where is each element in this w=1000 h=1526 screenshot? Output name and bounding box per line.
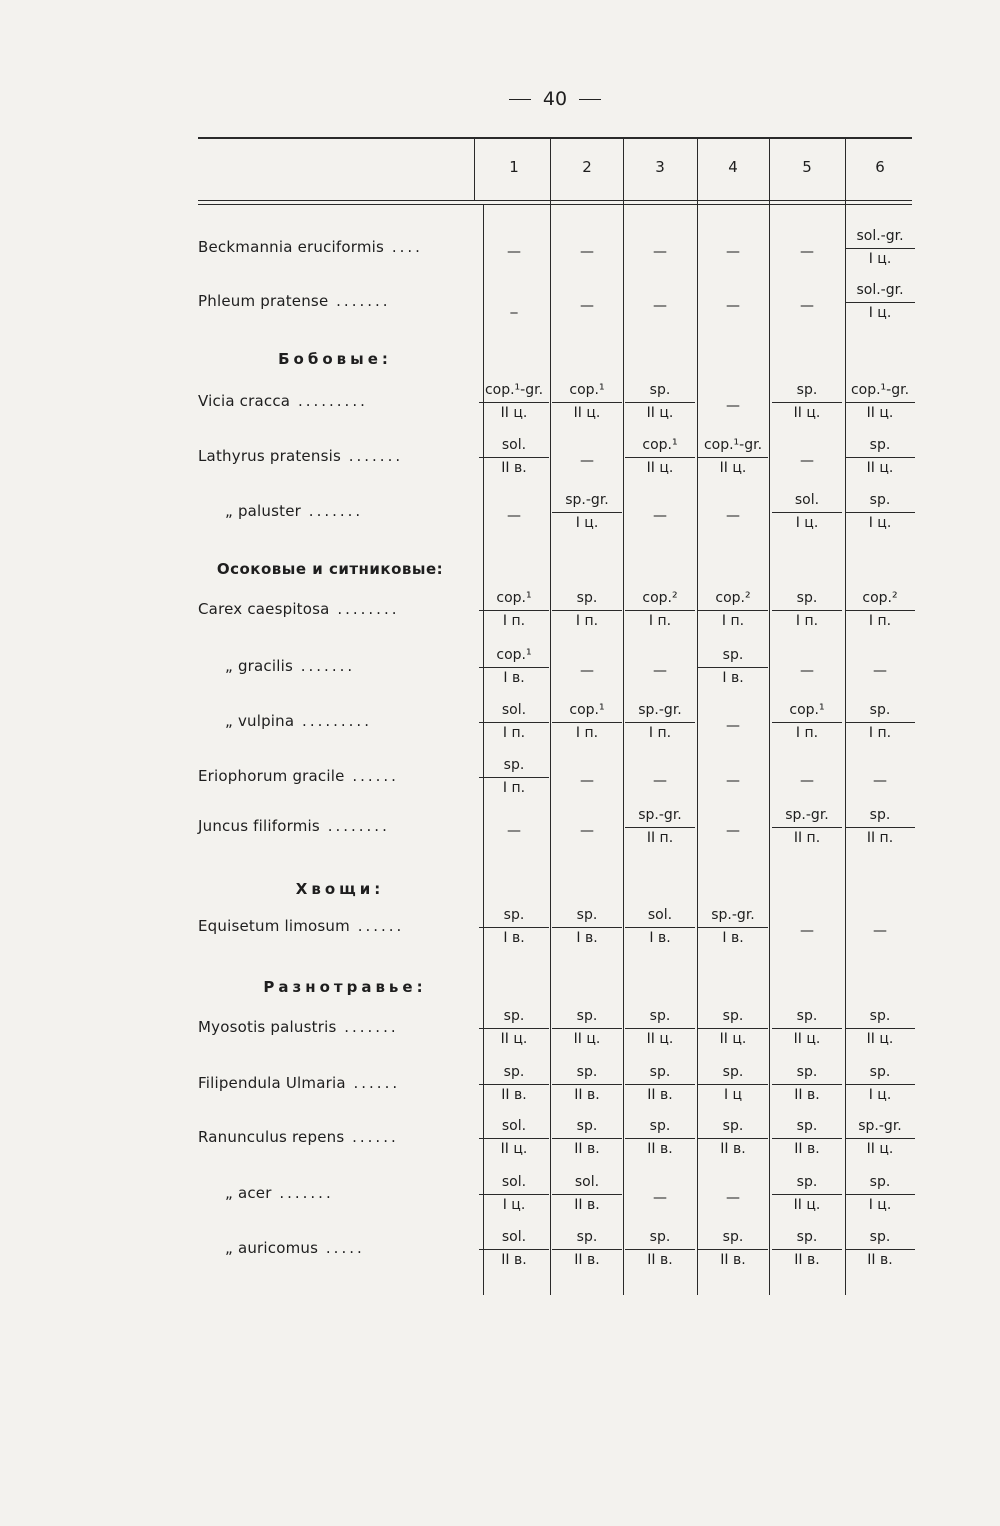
cell-abundance: sp. (722, 1229, 744, 1245)
cell-abundance: cop.² (862, 590, 898, 606)
cell-abundance: sp. (722, 1064, 744, 1080)
cell-divider (479, 1138, 549, 1139)
cell-divider (625, 722, 695, 723)
cell-divider (552, 722, 622, 723)
cell-value: — (653, 773, 667, 789)
cell-value: — (580, 298, 594, 314)
cell-phenophase: I п. (795, 725, 819, 741)
cell-divider (552, 1138, 622, 1139)
leader-dots: ....... (336, 1018, 399, 1036)
cell-phenophase: II в. (647, 1087, 673, 1103)
species-name: „ gracilis (225, 657, 293, 675)
cell-divider (845, 402, 915, 403)
cell-abundance: cop.¹ (496, 647, 532, 663)
leader-dots: ....... (340, 447, 404, 465)
cell-value: — (653, 244, 667, 260)
species-name: Eriophorum gracile (198, 767, 345, 785)
cell-abundance: cop.¹-gr. (850, 382, 910, 398)
cell-abundance: sp. (796, 1174, 818, 1190)
cell-abundance: sp. (869, 1174, 891, 1190)
cell-phenophase: I п. (868, 725, 892, 741)
cell-abundance: sp. (796, 1064, 818, 1080)
cell-abundance: sol. (501, 1118, 527, 1134)
cell-divider (625, 1138, 695, 1139)
cell-divider (698, 927, 768, 928)
leader-dots: ...... (344, 767, 399, 785)
cell-phenophase: I ц. (868, 305, 892, 321)
leader-dots: ....... (301, 502, 364, 520)
leader-dots: ........ (329, 600, 400, 618)
cell-value: — (507, 823, 521, 839)
page-number: 40 (0, 88, 1000, 110)
cell-phenophase: II ц. (646, 1031, 674, 1047)
cell-divider (479, 1028, 549, 1029)
species-label (198, 600, 399, 618)
cell-abundance: sp. (796, 1229, 818, 1245)
cell-phenophase: II в. (574, 1141, 600, 1157)
cell-phenophase: II ц. (866, 460, 894, 476)
cell-abundance: sp. (722, 1118, 744, 1134)
cell-divider (625, 1249, 695, 1250)
cell-phenophase: II п. (646, 830, 674, 846)
cell-phenophase: II в. (574, 1087, 600, 1103)
cell-phenophase: I в. (722, 670, 744, 686)
cell-phenophase: I ц. (502, 1197, 526, 1213)
cell-phenophase: I ц. (868, 1197, 892, 1213)
cell-phenophase: I п. (868, 613, 892, 629)
cell-value: — (507, 508, 521, 524)
cell-divider (479, 927, 549, 928)
cell-abundance: sp. (649, 382, 671, 398)
cell-abundance: sp. (796, 1118, 818, 1134)
cell-divider (772, 1028, 842, 1029)
cell-abundance: sp. (869, 702, 891, 718)
cell-divider (845, 610, 915, 611)
cell-divider (772, 722, 842, 723)
cell-divider (479, 722, 549, 723)
cell-abundance: cop.² (642, 590, 678, 606)
cell-abundance: cop.¹ (569, 702, 605, 718)
cell-divider (479, 457, 549, 458)
leader-dots: ....... (271, 1184, 334, 1202)
cell-abundance: sp. (796, 382, 818, 398)
cell-abundance: sp. (649, 1008, 671, 1024)
cell-divider (479, 1249, 549, 1250)
cell-phenophase: II ц. (866, 405, 894, 421)
cell-divider (552, 512, 622, 513)
section-heading: Разнотравье: (263, 978, 427, 996)
cell-phenophase: II в. (574, 1197, 600, 1213)
cell-abundance: sp. (576, 1008, 598, 1024)
cell-value: — (653, 508, 667, 524)
species-name: Beckmannia eruciformis (198, 238, 385, 256)
cell-divider (552, 1028, 622, 1029)
cell-divider (772, 827, 842, 828)
cell-value: — (800, 244, 814, 260)
leader-dots: ........ (319, 817, 390, 835)
cell-value: — (653, 298, 667, 314)
cell-divider (845, 827, 915, 828)
cell-value: — (726, 398, 740, 414)
cell-abundance: sol. (647, 907, 673, 923)
column-header-5: 5 (802, 158, 812, 176)
cell-phenophase: I п. (648, 725, 672, 741)
cell-phenophase: II в. (647, 1252, 673, 1268)
cell-divider (772, 402, 842, 403)
cell-divider (625, 457, 695, 458)
cell-divider (845, 457, 915, 458)
cell-divider (479, 667, 549, 668)
cell-abundance: sp.-gr. (785, 807, 829, 823)
cell-value: — (800, 923, 814, 939)
cell-value: — (726, 1190, 740, 1206)
cell-divider (845, 1194, 915, 1195)
species-label (198, 1018, 399, 1036)
species-label (198, 447, 403, 465)
cell-divider (698, 1028, 768, 1029)
cell-abundance: sp.-gr. (858, 1118, 902, 1134)
cell-divider (698, 457, 768, 458)
dash-left (509, 99, 531, 100)
leader-dots: ...... (344, 1128, 399, 1146)
species-name: Ranunculus repens (198, 1128, 345, 1146)
cell-value: — (800, 453, 814, 469)
column-header-3: 3 (655, 158, 665, 176)
cell-divider (552, 1084, 622, 1085)
column-divider-4-5 (769, 139, 770, 1295)
cell-divider (845, 248, 915, 249)
species-label (225, 657, 355, 675)
cell-phenophase: I п. (502, 725, 526, 741)
cell-phenophase: I в. (503, 670, 525, 686)
cell-abundance: sol. (574, 1174, 600, 1190)
species-name: „ auricomus (225, 1239, 319, 1257)
species-name: Lathyrus pratensis (198, 447, 341, 465)
cell-divider (772, 1249, 842, 1250)
cell-abundance: sp. (649, 1229, 671, 1245)
leader-dots: ....... (292, 657, 356, 675)
cell-abundance: sp. (869, 1008, 891, 1024)
species-name: Equisetum limosum (198, 917, 350, 935)
cell-abundance: sp.-gr. (638, 807, 682, 823)
cell-divider (479, 402, 549, 403)
cell-phenophase: I в. (576, 930, 598, 946)
cell-value: — (580, 663, 594, 679)
leader-dots: ....... (328, 292, 391, 310)
cell-phenophase: II ц. (866, 1031, 894, 1047)
cell-abundance: sp. (722, 647, 744, 663)
cell-phenophase: II в. (501, 1087, 527, 1103)
cell-divider (845, 512, 915, 513)
cell-phenophase: II ц. (500, 1031, 528, 1047)
cell-value: — (580, 773, 594, 789)
species-name: Juncus filiformis (198, 817, 320, 835)
cell-abundance: sp. (796, 1008, 818, 1024)
cell-value: — (873, 923, 887, 939)
species-label (225, 1184, 334, 1202)
column-header-4: 4 (728, 158, 738, 176)
cell-value: — (580, 453, 594, 469)
species-name: „ vulpina (225, 712, 295, 730)
cell-value: — (800, 298, 814, 314)
cell-value: — (580, 244, 594, 260)
cell-divider (698, 667, 768, 668)
cell-value: — (726, 718, 740, 734)
cell-divider (625, 1084, 695, 1085)
cell-value: — (726, 244, 740, 260)
cell-phenophase: II в. (501, 460, 527, 476)
species-label (225, 1239, 365, 1257)
cell-value: — (653, 663, 667, 679)
cell-phenophase: I п. (575, 613, 599, 629)
cell-divider (845, 302, 915, 303)
cell-abundance: sp.-gr. (711, 907, 755, 923)
leader-dots: ...... (345, 1074, 401, 1092)
species-name: „ acer (225, 1184, 272, 1202)
cell-phenophase: I в. (503, 930, 525, 946)
cell-phenophase: I в. (649, 930, 671, 946)
cell-abundance: sp. (796, 590, 818, 606)
cell-abundance: sp. (503, 1064, 525, 1080)
cell-phenophase: II в. (647, 1141, 673, 1157)
species-name: Vicia cracca (198, 392, 291, 410)
cell-phenophase: II в. (794, 1087, 820, 1103)
cell-abundance: sp. (869, 437, 891, 453)
cell-value: — (873, 773, 887, 789)
cell-abundance: sp. (869, 492, 891, 508)
species-label (225, 502, 363, 520)
cell-abundance: sol.-gr. (856, 282, 904, 298)
cell-divider (772, 1084, 842, 1085)
species-label (198, 817, 390, 835)
cell-phenophase: II в. (501, 1252, 527, 1268)
cell-divider (772, 512, 842, 513)
cell-phenophase: I п. (502, 613, 526, 629)
cell-abundance: sp. (869, 807, 891, 823)
cell-phenophase: I ц. (868, 1087, 892, 1103)
species-label (198, 1128, 399, 1146)
cell-abundance: cop.¹-gr. (484, 382, 544, 398)
species-label (198, 917, 404, 935)
cell-abundance: sp. (722, 1008, 744, 1024)
cell-phenophase: I п. (575, 725, 599, 741)
leader-dots: ......... (290, 392, 368, 410)
cell-abundance: sol. (501, 702, 527, 718)
cell-divider (625, 1028, 695, 1029)
column-header-1: 1 (509, 158, 519, 176)
cell-divider (479, 610, 549, 611)
cell-abundance: sol. (501, 1229, 527, 1245)
header-bottom-rule (198, 200, 912, 201)
cell-divider (845, 1028, 915, 1029)
column-header-2: 2 (582, 158, 592, 176)
cell-phenophase: II в. (720, 1141, 746, 1157)
species-label (198, 392, 368, 410)
cell-divider (625, 402, 695, 403)
cell-divider (845, 1084, 915, 1085)
cell-value: — (726, 508, 740, 524)
cell-abundance: sp. (576, 1064, 598, 1080)
cell-phenophase: I в. (722, 930, 744, 946)
cell-abundance: sp. (503, 907, 525, 923)
cell-abundance: sp. (576, 1229, 598, 1245)
cell-abundance: cop.¹-gr. (703, 437, 763, 453)
cell-abundance: sol. (794, 492, 820, 508)
cell-value: — (726, 298, 740, 314)
cell-divider (845, 722, 915, 723)
cell-abundance: sp. (576, 590, 598, 606)
cell-abundance: sp. (649, 1064, 671, 1080)
cell-phenophase: II ц. (500, 1141, 528, 1157)
cell-abundance: sp.-gr. (565, 492, 609, 508)
cell-divider (698, 1138, 768, 1139)
cell-phenophase: I ц. (575, 515, 599, 531)
cell-divider (772, 1138, 842, 1139)
cell-value: — (873, 663, 887, 679)
cell-divider (552, 927, 622, 928)
cell-abundance: sol.-gr. (856, 228, 904, 244)
table-top-rule (198, 137, 912, 139)
column-divider-label (474, 139, 475, 201)
cell-abundance: sp. (503, 757, 525, 773)
section-heading: Осоковые и ситниковые: (216, 560, 444, 578)
cell-abundance: cop.¹ (569, 382, 605, 398)
cell-divider (625, 927, 695, 928)
cell-value: — (580, 823, 594, 839)
cell-divider (552, 402, 622, 403)
cell-phenophase: II ц. (573, 405, 601, 421)
cell-phenophase: II в. (794, 1141, 820, 1157)
cell-phenophase: I п. (721, 613, 745, 629)
cell-phenophase: II в. (574, 1252, 600, 1268)
species-name: Myosotis palustris (198, 1018, 337, 1036)
species-label (198, 767, 399, 785)
cell-value: _ (510, 298, 518, 314)
cell-divider (625, 827, 695, 828)
species-label (198, 292, 391, 310)
cell-divider (625, 610, 695, 611)
cell-phenophase: I п. (502, 780, 526, 796)
cell-abundance: cop.¹ (789, 702, 825, 718)
species-label (198, 238, 423, 256)
cell-divider (698, 1249, 768, 1250)
cell-phenophase: II ц. (573, 1031, 601, 1047)
cell-divider (772, 610, 842, 611)
species-label (225, 712, 372, 730)
cell-abundance: sp. (503, 1008, 525, 1024)
cell-phenophase: II ц. (719, 460, 747, 476)
cell-phenophase: II в. (720, 1252, 746, 1268)
species-label (198, 1074, 400, 1092)
cell-abundance: cop.¹ (496, 590, 532, 606)
section-heading: Бобовые: (278, 350, 392, 368)
header-bottom-rule-2 (198, 204, 912, 205)
cell-phenophase: II ц. (719, 1031, 747, 1047)
cell-abundance: sol. (501, 1174, 527, 1190)
cell-phenophase: I ц (723, 1087, 743, 1103)
cell-divider (698, 1084, 768, 1085)
cell-value: — (507, 244, 521, 260)
species-name: Carex caespitosa (198, 600, 330, 618)
cell-abundance: sp. (869, 1229, 891, 1245)
cell-abundance: cop.¹ (642, 437, 678, 453)
cell-divider (479, 777, 549, 778)
dash-right (579, 99, 601, 100)
cell-divider (698, 610, 768, 611)
leader-dots: ..... (318, 1239, 365, 1257)
species-name: „ paluster (225, 502, 302, 520)
cell-phenophase: II ц. (646, 460, 674, 476)
cell-phenophase: II ц. (646, 405, 674, 421)
cell-divider (772, 1194, 842, 1195)
cell-phenophase: II п. (866, 830, 894, 846)
cell-value: — (653, 1190, 667, 1206)
cell-divider (479, 1084, 549, 1085)
cell-divider (845, 1249, 915, 1250)
cell-phenophase: I п. (795, 613, 819, 629)
cell-abundance: sp. (576, 907, 598, 923)
leader-dots: .... (384, 238, 423, 256)
cell-phenophase: II в. (867, 1252, 893, 1268)
cell-phenophase: II ц. (793, 1197, 821, 1213)
cell-phenophase: II ц. (500, 405, 528, 421)
leader-dots: ...... (349, 917, 405, 935)
cell-phenophase: II п. (793, 830, 821, 846)
cell-phenophase: II в. (794, 1252, 820, 1268)
species-name: Phleum pratense (198, 292, 329, 310)
cell-abundance: sp.-gr. (638, 702, 682, 718)
cell-divider (552, 1194, 622, 1195)
cell-divider (479, 1194, 549, 1195)
column-header-6: 6 (875, 158, 885, 176)
cell-phenophase: I ц. (868, 515, 892, 531)
cell-abundance: sp. (576, 1118, 598, 1134)
cell-abundance: sol. (501, 437, 527, 453)
cell-divider (552, 610, 622, 611)
cell-abundance: sp. (649, 1118, 671, 1134)
cell-value: — (800, 773, 814, 789)
cell-divider (845, 1138, 915, 1139)
cell-phenophase: I ц. (795, 515, 819, 531)
cell-phenophase: I п. (648, 613, 672, 629)
cell-abundance: cop.² (715, 590, 751, 606)
cell-phenophase: II ц. (793, 1031, 821, 1047)
cell-value: — (726, 773, 740, 789)
cell-divider (552, 1249, 622, 1250)
cell-phenophase: I ц. (868, 251, 892, 267)
leader-dots: ......... (294, 712, 372, 730)
species-name: Filipendula Ulmaria (198, 1074, 346, 1092)
cell-abundance: sp. (869, 1064, 891, 1080)
section-heading: Хвощи: (295, 880, 385, 898)
cell-phenophase: II ц. (793, 405, 821, 421)
cell-phenophase: II ц. (866, 1141, 894, 1157)
cell-value: — (726, 823, 740, 839)
cell-value: — (800, 663, 814, 679)
